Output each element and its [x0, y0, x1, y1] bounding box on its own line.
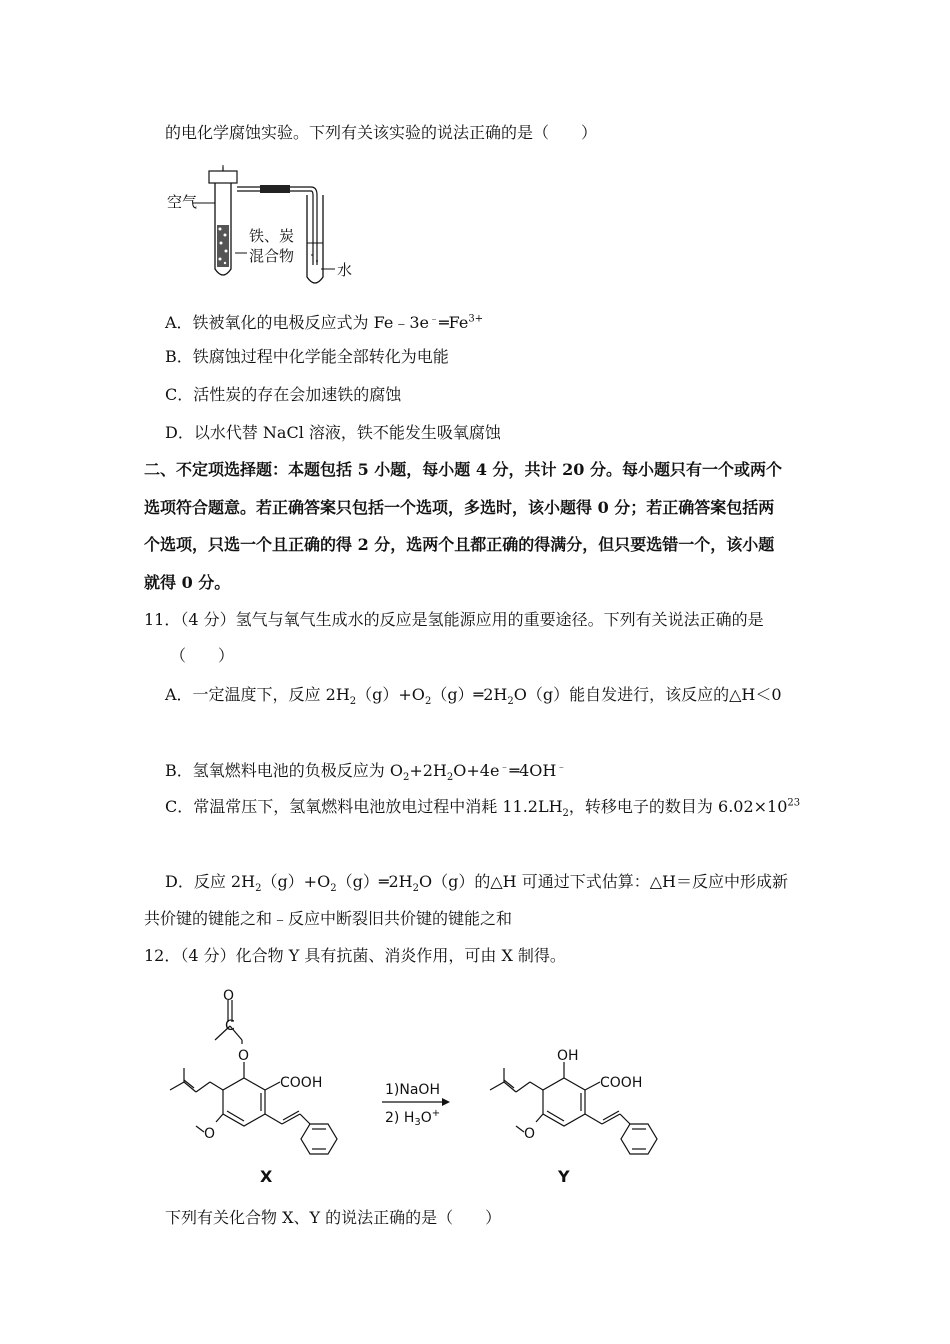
q10-option-b: B．铁腐蚀过程中化学能全部转化为电能	[165, 347, 449, 366]
iron-carbon-mixture	[217, 225, 229, 267]
q10-option-c: C．活性炭的存在会加速铁的腐蚀	[165, 385, 402, 404]
label-water: 水	[337, 261, 353, 279]
q11-option-d: D．反应 $2H_2(g)+O_2(g)═2H_2O(g)$的△H 可通过下式估算：△H＝反应中形成新	[165, 872, 788, 895]
label-mixture: 混合物	[249, 247, 295, 265]
y-methoxy-o: O	[524, 1126, 536, 1142]
reaction-arrowhead	[442, 1098, 450, 1106]
y-hydroxyl: OH	[557, 1048, 579, 1064]
reaction-scheme-figure	[160, 982, 680, 1192]
section2-line4: 就得 0 分。	[144, 573, 231, 592]
q12-stem: 12．（4 分）化合物 Y 具有抗菌、消炎作用，可由 X 制得。	[144, 946, 566, 965]
x-cooh: COOH	[280, 1075, 323, 1091]
q11-option-b: B．氢氧燃料电池的负极反应为 $O_2+2H_2O+4e^﹣═4OH^﹣$	[165, 761, 567, 784]
x-methoxy-o: O	[204, 1126, 216, 1142]
reagent-h3o: 2) $H_3O^+$	[385, 1108, 441, 1128]
y-label: Y	[558, 1167, 570, 1186]
section2-line2: 选项符合题意。若正确答案只包括一个选项，多选时，该小题得 0 分；若正确答案包括两	[144, 498, 775, 517]
q10-stem: 的电化学腐蚀实验。下列有关该实验的说法正确的是（ ）	[165, 123, 598, 142]
corrosion-apparatus-figure	[165, 165, 365, 293]
x-ester-o: O	[238, 1048, 250, 1064]
label-air: 空气	[167, 193, 198, 211]
q11-option-c: C．常温常压下，氢氧燃料电池放电过程中消耗 $11.2LH_2$，转移电子的数目为 $6.02\times 10^{23}$	[165, 797, 801, 820]
reagent-naoh: 1)NaOH	[385, 1082, 440, 1098]
q11-stem: 11．（4 分）氢气与氧气生成水的反应是氢能源应用的重要途径。下列有关说法正确的是	[144, 610, 764, 629]
section2-line3: 个选项，只选一个且正确的得 2 分，选两个且都正确的得满分，但只要选错一个，该小题	[144, 535, 775, 554]
section2-line1: 二、不定项选择题：本题包括 5 小题，每小题 4 分，共计 20 分。每小题只有一个或两个	[144, 460, 782, 479]
reaction-scheme-drawing	[160, 982, 680, 1192]
label-iron-carbon: 铁、炭	[249, 227, 295, 245]
y-cooh: COOH	[600, 1075, 643, 1091]
q10-option-a: A．铁被氧化的电极反应式为 $Fe﹣3e^﹣═Fe^{3+}$	[165, 313, 484, 332]
x-carbonyl-c: C	[225, 1018, 235, 1034]
x-label: X	[260, 1167, 273, 1186]
q12-question: 下列有关化合物 X、Y 的说法正确的是（ ）	[165, 1208, 502, 1227]
q11-stem-bracket: （ ）	[170, 646, 235, 665]
q11-option-d-cont: 共价键的键能之和﹣反应中断裂旧共价键的键能之和	[144, 909, 513, 928]
x-carbonyl-o: O	[223, 988, 235, 1004]
q10-option-d: D．以水代替 NaCl 溶液，铁不能发生吸氧腐蚀	[165, 423, 501, 442]
q11-option-a: A．一定温度下，反应 $2H_2(g)+O_2(g)═2H_2O(g)$能自发进行，该反应的△H＜0	[165, 685, 782, 708]
apparatus-drawing	[165, 165, 365, 293]
